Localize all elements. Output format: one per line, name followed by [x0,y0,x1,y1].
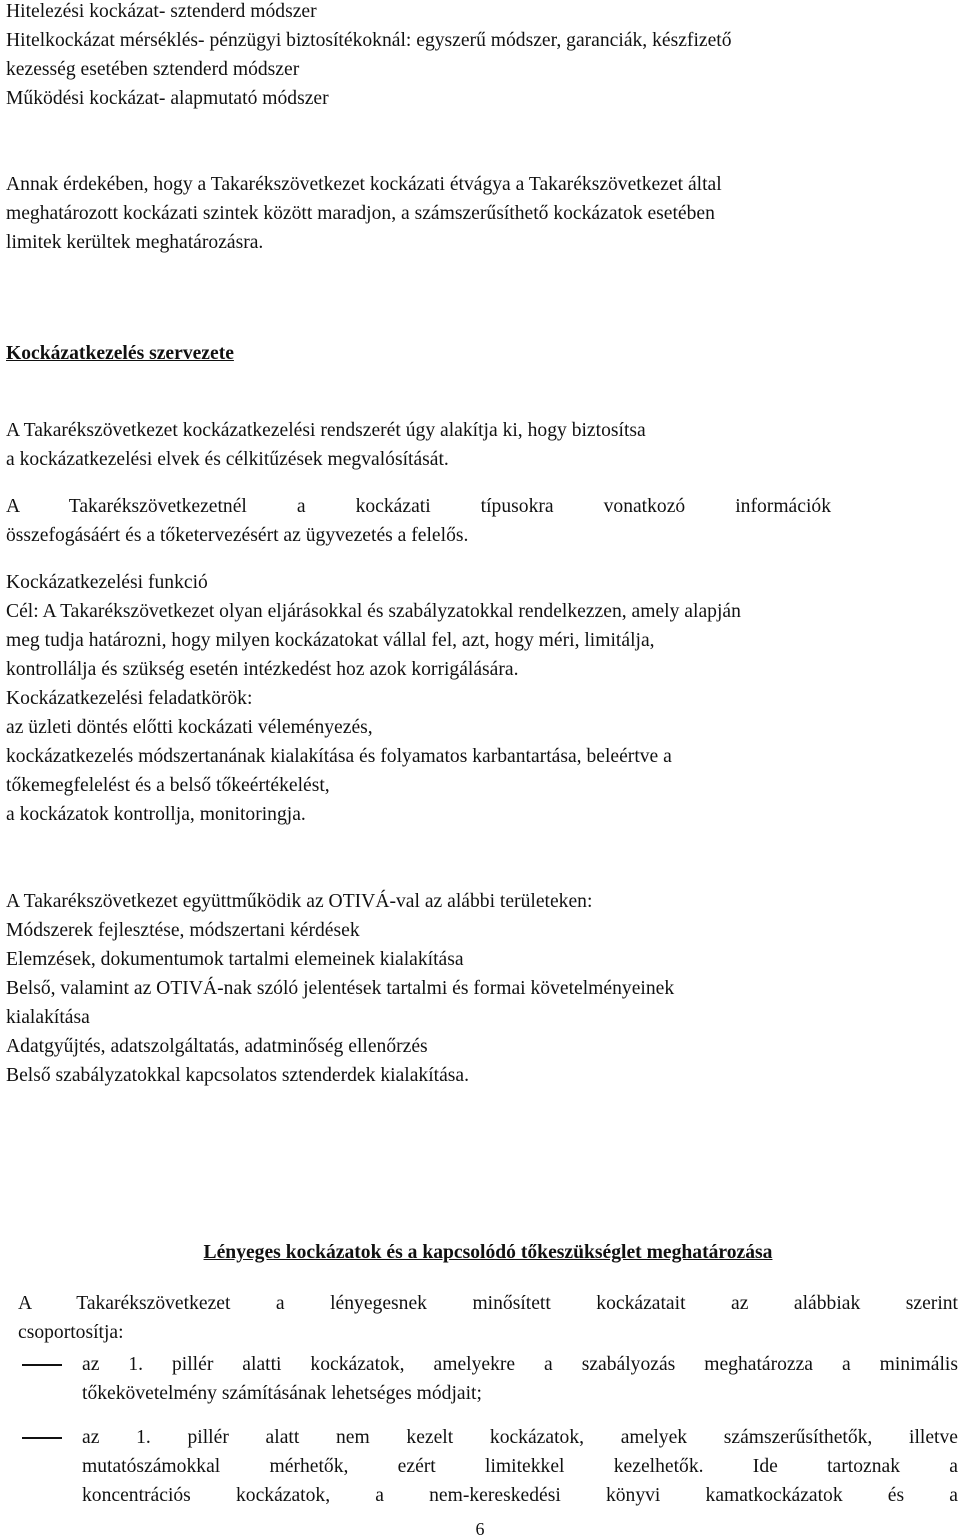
text-line: a kockázatok kontrollja, monitoringja. [6,804,306,825]
text-line: Belső, valamint az OTIVÁ-nak szóló jelentések tartalmi és formai követelményeinek [6,978,675,999]
text-line: Cél: A Takarékszövetkezet olyan eljárásokkal és szabályzatokkal rendelkezzen, amely alapján [6,601,741,622]
list-item-text [82,1423,958,1510]
text-line: limitek kerültek meghatározásra. [6,232,264,253]
text-line: tőkekövetelmény számításának lehetséges módjait; [82,1383,482,1404]
dash-bullet-icon [22,1364,62,1366]
text-line: A Takarékszövetkezet a lényegesnek minősített kockázatait az alábbiak szerint [18,1293,958,1314]
text-line: csoportosítja: [18,1322,124,1343]
text-line: Hitelezési kockázat- sztenderd módszer [6,1,317,22]
text-line: Belső szabályzatokkal kapcsolatos sztenderdek kialakítása. [6,1065,470,1086]
limits-paragraph [6,170,956,257]
section-heading-capital: Lényeges kockázatok és a kapcsolódó tőkeszükséglet meghatározása [203,1242,773,1263]
text-line: Adatgyűjtés, adatszolgáltatás, adatminőség ellenőrzés [6,1036,428,1057]
text-line: kontrollálja és szükség esetén intézkedést hoz azok korrigálására. [6,659,519,680]
text-line: Hitelkockázat mérséklés- pénzügyi biztosítékoknál: egyszerű módszer, garanciák, készfizető [6,30,732,51]
organization-paragraph-1 [6,416,956,474]
organization-paragraph-2 [6,492,831,550]
text-line: Kockázatkezelési funkció [6,572,208,593]
text-line: A Takarékszövetkezetnél a kockázati típusokra vonatkozó információk [6,496,831,517]
text-line: az 1. pillér alatti kockázatok, amelyekre a szabályozás meghatározza a minimális [82,1354,958,1375]
list-item-text [82,1350,958,1408]
text-line: koncentrációs kockázatok, a nem-kereskedési könyvi kamatkockázatok és a [82,1485,958,1506]
list-item [0,1423,958,1510]
text-line: kialakítása [6,1007,90,1028]
text-line: meghatározott kockázati szintek között maradjon, a számszerűsíthető kockázatok esetében [6,203,715,224]
text-line: az 1. pillér alatt nem kezelt kockázatok, amelyek számszerűsíthetők, illetve [82,1427,958,1448]
text-line: tőkemegfelelést és a belső tőkeértékelést, [6,775,330,796]
capital-paragraph [18,1289,958,1347]
heading-text: Kockázatkezelés szervezete [6,343,234,364]
section-heading-organization [6,339,956,368]
text-line: Módszerek fejlesztése, módszertani kérdések [6,920,360,941]
otiva-cooperation-block [6,887,956,1090]
list-item [0,1350,958,1408]
text-line: Kockázatkezelési feladatkörök: [6,688,253,709]
methods-list [6,0,956,113]
text-line: Elemzések, dokumentumok tartalmi elemeinek kialakítása [6,949,464,970]
text-line: összefogásáért és a tőketervezésért az ügyvezetés a felelős. [6,525,469,546]
page-number: 6 [475,1519,485,1539]
text-line: Működési kockázat- alapmutató módszer [6,88,329,109]
text-line: kockázatkezelés módszertanának kialakítása és folyamatos karbantartása, beleértve a [6,746,672,767]
text-line: az üzleti döntés előtti kockázati véleményezés, [6,717,373,738]
text-line: A Takarékszövetkezet együttműködik az OTIVÁ-val az alábbi területeken: [6,891,593,912]
text-line: kezesség esetében sztenderd módszer [6,59,300,80]
text-line: mutatószámokkal mérhetők, ezért limitekkel kezelhetők. Ide tartoznak a [82,1456,958,1477]
risk-function-block [6,568,956,829]
text-line: a kockázatkezelési elvek és célkitűzések megvalósítását. [6,449,449,470]
dash-bullet-icon [22,1437,62,1439]
text-line: Annak érdekében, hogy a Takarékszövetkezet kockázati étvágya a Takarékszövetkezet által [6,174,722,195]
text-line: A Takarékszövetkezet kockázatkezelési rendszerét úgy alakítja ki, hogy biztosítsa [6,420,646,441]
text-line: meg tudja határozni, hogy milyen kockázatokat vállal fel, azt, hogy méri, limitálja, [6,630,655,651]
